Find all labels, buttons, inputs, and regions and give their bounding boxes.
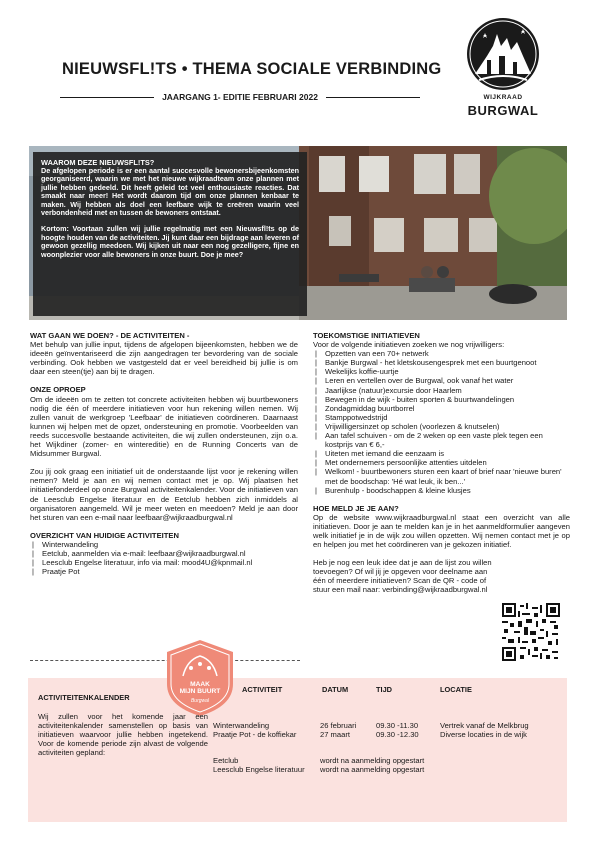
intro-heading: WAAROM DEZE NIEUWSFL!TS?: [41, 158, 155, 167]
edition-label: JAARGANG 1- EDITIE FEBRUARI 2022: [162, 92, 318, 102]
list-item: | Stamppotwedstrijd: [313, 413, 570, 422]
list-item: | Bankje Burgwal - het kletskousengesprek met een buurtgenoot: [313, 358, 570, 367]
table-cell-location: Diverse locaties in de wijk: [440, 730, 527, 739]
list-item: | Aan tafel schuiven - om de 2 weken op een vaste plek tegen een kostprijs van € 6,-: [313, 431, 570, 449]
edition-row: [60, 90, 420, 104]
logo-text-bottom: BURGWAL: [467, 103, 539, 118]
table-cell-time: 09.30 -11.30: [376, 721, 419, 730]
signup-paragraph: Zou jij ook graag een initiatief uit de onderstaande lijst voor je rekening willen nemen? Meld je aan en wij nemen contact met je op. Wij plaatsen het initiatiefonderdeel op onze Burgwal activiteitenkalender. Voor de initiatieven van de Leesclub Engelse literatuur en de Eetclub hebben zich inmiddels al organisatoren aangemeld. Wil je meer weten en meedoen? Meld je aan door het sturen van een e-mail naar leefbaar@wijkraadburgwal.nl: [30, 467, 298, 522]
divider: [230, 660, 300, 661]
wijkraad-logo: [460, 16, 546, 122]
current-activities-list: [30, 540, 298, 576]
table-cell-time: 09.30 -12.30: [376, 730, 419, 739]
badge-text: Burgwal: [190, 698, 210, 704]
column-header-date: DATUM: [322, 685, 349, 694]
list-item: | Jaarlijkse (natuur)excursie door Haarlem: [313, 386, 570, 395]
column-header-activity: ACTIVITEIT: [242, 685, 283, 694]
list-item: | Eetclub, aanmelden via e-mail: leefbaar@wijkraadburgwal.nl: [30, 549, 298, 558]
column-header-time: TIJD: [376, 685, 393, 694]
qr-code-icon[interactable]: [502, 603, 560, 661]
right-column: [313, 331, 570, 595]
future-intro: Voor de volgende initiatieven zoeken we nog vrijwilligers:: [313, 340, 505, 350]
table-cell-date: 27 maart: [320, 730, 350, 739]
table-cell-activity: Eetclub: [213, 756, 239, 765]
intro-textbox: [33, 152, 307, 316]
qr-paragraph: Heb je nog een leuk idee dat je aan de lijst zou willen toevoegen? Of wil jij je opgeven voor deelname aan één of meerdere initiatieven? Scan de QR - code of stuur een mail naar: verbinding@wijkraadburgwal.nl: [313, 558, 492, 595]
table-cell-location: Vertrek vanaf de Melkbrug: [440, 721, 529, 730]
list-item: | Bewegen in de wijk - buiten sporten & buurtwandelingen: [313, 395, 570, 404]
column-header-location: LOCATIE: [440, 685, 472, 694]
list-item: | Praatje Pot: [30, 567, 298, 576]
table-cell-activity: Praatje Pot - de koffiekar: [213, 730, 297, 739]
list-item: | Uiteten met iemand die eenzaam is: [313, 449, 570, 458]
badge-text: MIJN BUURT: [179, 688, 221, 695]
list-item: | Leesclub Engelse literatuur, info via mail: mood4U@kpnmail.nl: [30, 558, 298, 567]
list-item: | Vrijwilligersinzet op scholen (voorlezen & knutselen): [313, 422, 570, 431]
logo-emblem-icon: [465, 16, 541, 92]
table-cell-activity: Leesclub Engelse literatuur: [213, 765, 305, 774]
badge-text: MAAK: [190, 681, 210, 688]
hero-section: [29, 146, 567, 320]
list-item: | Opzetten van een 70+ netwerk: [313, 349, 570, 358]
future-initiatives-list: [313, 349, 570, 495]
intro-paragraph-2: Kortom: Voortaan zullen wij jullie regelmatig met een Nieuwsfl!ts op de hoogte houden van de activiteiten. Jij kunt daar een bijdrage aan leveren of gewoon gezellig meedoen. Wij kijken uit naar een nog gezelligere, fijne en woonplezier voor alle bewoners in onze buurt. Doe je mee?: [41, 224, 299, 259]
list-item: | Wekelijks koffie-uurtje: [313, 367, 570, 376]
list-item: | Zondagmiddag buurtborrel: [313, 404, 570, 413]
list-item: | Winterwandeling: [30, 540, 298, 549]
calendar-title: ACTIVITEITENKALENDER: [38, 693, 130, 702]
list-item: | Met ondernemers persoonlijke attenties uitdelen: [313, 458, 570, 467]
badge-shield-icon: [163, 638, 237, 718]
activities-paragraph: Met behulp van jullie input, tijdens de afgelopen bijeenkomsten, hebben we de ideeën geïnventariseerd die zijn aangedragen ter bevordering van de sociale verbinding. Ook hebben we vastgesteld dat er veel bereidheid bij jullie is om daar een steen(tje) aan bij te dragen.: [30, 340, 298, 377]
current-activities-heading: OVERZICHT VAN HUIDIGE ACTIVITEITEN: [30, 530, 179, 540]
list-item: | Welkom! - buurtbewoners sturen een kaart of brief naar 'nieuwe buren' met de boodschap: 'Hé wat leuk, ik ben...': [313, 467, 570, 485]
newsletter-title: NIEUWSFL!TS • THEMA SOCIALE VERBINDING: [62, 60, 442, 78]
signup-website-paragraph: Op de website www.wijkraadburgwal.nl staat een overzicht van alle initiatieven. Door je aan te melden kan je in het aanmeldformulier aangeven welk initiatief je in de wijk zou willen opzetten. Wij nemen contact met je op en helpen jou met het coördineren van je gekozen initiatief.: [313, 512, 570, 550]
maak-mijn-buurt-badge: [163, 638, 237, 718]
table-cell-activity: Winterwandeling: [213, 721, 270, 730]
table-cell-date: 26 februari: [320, 721, 357, 730]
call-heading: ONZE OPROEP: [30, 385, 86, 395]
table-cell-date: wordt na aanmelding opgestart: [320, 765, 425, 774]
table-cell-date: wordt na aanmelding opgestart: [320, 756, 425, 765]
rule-right: [326, 97, 420, 98]
list-item: | Leren en vertellen over de Burgwal, ook vanaf het water: [313, 376, 570, 385]
future-initiatives-heading: TOEKOMSTIGE INITIATIEVEN: [313, 331, 420, 340]
signup-heading: HOE MELD JE JE AAN?: [313, 503, 399, 513]
intro-paragraph-1: De afgelopen periode is er een aantal succesvolle bewonersbijeenkomsten georganiseerd, waarin we met het nieuwe wijkraadteam onze plannen met jullie hebben gedeeld. Dit heeft geleid tot veel enthousiaste reacties. Dat smaakt naar meer! Het wordt daarom tijd om onze plannen kenbaar te maken. Wij hebben als doel een leefbare wijk te creëren waarin veel verbondenheid met en tussen de bewoners ontstaat.: [41, 166, 299, 218]
calendar-intro: Wij zullen voor het komende jaar een activiteitenkalender samenstellen op basis van initiatieven waarvoor jullie hebben ingetekend. Voor de komende periode zijn alvast de volgende activiteiten gepland:: [38, 712, 208, 758]
call-paragraph: Om de ideeën om te zetten tot concrete activiteiten hebben wij buurtbewoners nodig die één of meerdere initiatieven voor hun rekening willen nemen. Wij zullen vanuit de werkgroep 'Leefbaar' de initiatieven coördineren. Daarnaast kunnen wij helpen met de opzet, ondersteuning en promotie. Voorbeelden van reeds succesvolle bestaande activiteiten, die wij zullen ondersteunen, zijn o.a. het Wijkdiner (zomer- en wintereditie) en de Running Concerts van de Midsummer Burgwal.: [30, 394, 298, 459]
list-item: | Burenhulp - boodschappen & kleine klusjes: [313, 486, 570, 495]
logo-text-top: WIJKRAAD: [483, 94, 523, 101]
left-column: [30, 331, 298, 576]
activities-heading: WAT GAAN WE DOEN? - DE ACTIVITEITEN -: [30, 331, 190, 340]
rule-left: [60, 97, 154, 98]
